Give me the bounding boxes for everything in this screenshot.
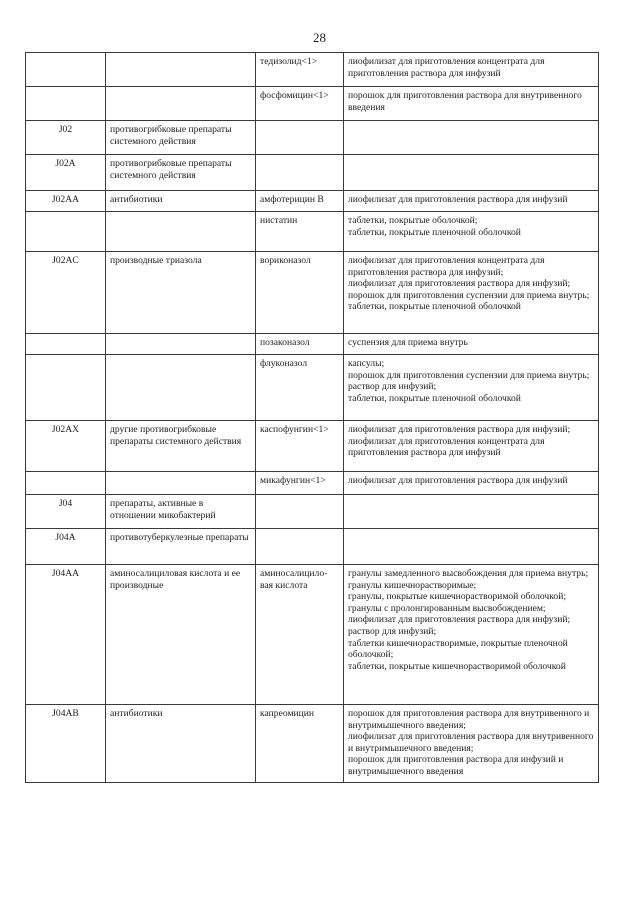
atc-group-cell: антибиотики [106, 705, 256, 783]
dosage-form-cell: лиофилизат для приготовления раствора для инфузий; лиофилизат для приготовления концентрата для приготовления раствора для инфузий [344, 421, 599, 472]
drug-name-cell: фосфомицин<1> [256, 87, 344, 121]
drug-name-cell: амфотерицин В [256, 191, 344, 212]
atc-code-cell: J04A [26, 529, 106, 565]
atc-code-cell [26, 472, 106, 495]
table-row [26, 705, 599, 783]
dosage-form-cell: лиофилизат для приготовления раствора для инфузий [344, 472, 599, 495]
atc-code-cell: J02A [26, 155, 106, 191]
drug-name-cell [256, 495, 344, 529]
atc-group-cell: другие противогрибковые препараты системного действия [106, 421, 256, 472]
table-row [26, 252, 599, 334]
table-row [26, 121, 599, 155]
table-row [26, 472, 599, 495]
drug-name-cell: микафунгин<1> [256, 472, 344, 495]
table-row [26, 53, 599, 87]
atc-code-cell [26, 334, 106, 355]
table-row [26, 191, 599, 212]
table-row [26, 212, 599, 252]
drug-name-cell: тедизолид<1> [256, 53, 344, 87]
dosage-form-cell: лиофилизат для приготовления концентрата для приготовления раствора для инфузий; лиофилизат для приготовления раствора для инфузий; порошок для приготовления суспензии для приема внутрь; таблетки, покрытые пленочной оболочкой [344, 252, 599, 334]
atc-group-cell: противогрибковые препараты системного действия [106, 155, 256, 191]
dosage-form-cell [344, 529, 599, 565]
table-row [26, 155, 599, 191]
atc-group-cell: производные триазола [106, 252, 256, 334]
drug-name-cell: флуконазол [256, 355, 344, 421]
atc-group-cell [106, 212, 256, 252]
page-number: 28 [313, 30, 326, 45]
dosage-form-cell: суспензия для приема внутрь [344, 334, 599, 355]
atc-group-cell [106, 355, 256, 421]
atc-group-cell: противотуберкулезные препараты [106, 529, 256, 565]
dosage-form-cell: лиофилизат для приготовления раствора для инфузий [344, 191, 599, 212]
atc-code-cell: J04 [26, 495, 106, 529]
atc-group-cell: противогрибковые препараты системного действия [106, 121, 256, 155]
drug-table [25, 52, 599, 783]
dosage-form-cell: порошок для приготовления раствора для внутривенного и внутримышечного введения; лиофилизат для приготовления раствора для внутривенного и внутримышечного введения; порошок для приготовления раствора для инфузий и внутримышечного введения [344, 705, 599, 783]
atc-code-cell: J04AB [26, 705, 106, 783]
atc-group-cell: аминосалициловая кислота и ее производные [106, 565, 256, 705]
table-row [26, 87, 599, 121]
table-body [26, 53, 599, 783]
drug-name-cell: вориконазол [256, 252, 344, 334]
drug-name-cell [256, 529, 344, 565]
drug-name-cell [256, 155, 344, 191]
table-row [26, 495, 599, 529]
atc-code-cell: J02AA [26, 191, 106, 212]
atc-code-cell [26, 355, 106, 421]
atc-code-cell [26, 53, 106, 87]
drug-name-cell: позаконазол [256, 334, 344, 355]
dosage-form-cell: лиофилизат для приготовления концентрата для приготовления раствора для инфузий [344, 53, 599, 87]
dosage-form-cell: капсулы; порошок для приготовления суспензии для приема внутрь; раствор для инфузий; таблетки, покрытые пленочной оболочкой [344, 355, 599, 421]
dosage-form-cell: порошок для приготовления раствора для внутривенного введения [344, 87, 599, 121]
dosage-form-cell [344, 155, 599, 191]
atc-code-cell: J02AX [26, 421, 106, 472]
table-row [26, 421, 599, 472]
drug-name-cell [256, 121, 344, 155]
table-row [26, 355, 599, 421]
atc-group-cell [106, 472, 256, 495]
atc-group-cell [106, 334, 256, 355]
atc-group-cell [106, 53, 256, 87]
table-row [26, 334, 599, 355]
atc-group-cell: препараты, активные в отношении микобактерий [106, 495, 256, 529]
atc-group-cell [106, 87, 256, 121]
atc-code-cell: J02 [26, 121, 106, 155]
drug-name-cell: аминосалицило-вая кислота [256, 565, 344, 705]
table-row [26, 565, 599, 705]
dosage-form-cell: гранулы замедленного высвобождения для приема внутрь; гранулы кишечнорастворимые; гранулы, покрытые кишечнорастворимой оболочкой; гранулы с пролонгированным высвобождением; лиофилизат для приготовления раствора для инфузий; раствор для инфузий; таблетки кишечнорастворимые, покрытые пленочной оболочкой; таблетки, покрытые кишечнорастворимой оболочкой [344, 565, 599, 705]
drug-name-cell: нистатин [256, 212, 344, 252]
drug-name-cell: капреомицин [256, 705, 344, 783]
drug-name-cell: каспофунгин<1> [256, 421, 344, 472]
dosage-form-cell [344, 121, 599, 155]
atc-code-cell: J04AA [26, 565, 106, 705]
atc-group-cell: антибиотики [106, 191, 256, 212]
table-row [26, 529, 599, 565]
dosage-form-cell [344, 495, 599, 529]
atc-code-cell: J02AC [26, 252, 106, 334]
atc-code-cell [26, 87, 106, 121]
atc-code-cell [26, 212, 106, 252]
dosage-form-cell: таблетки, покрытые оболочкой; таблетки, покрытые пленочной оболочкой [344, 212, 599, 252]
